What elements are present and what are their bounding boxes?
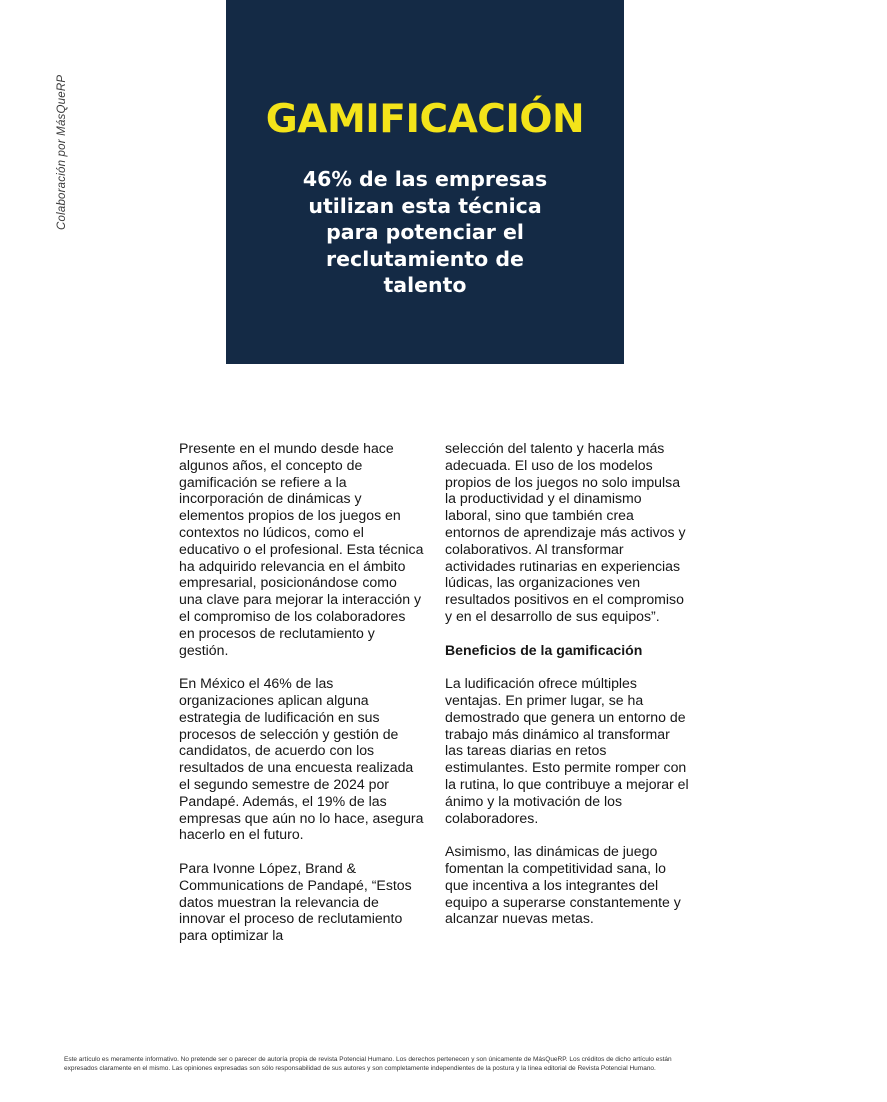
article-paragraph: En México el 46% de las organizaciones aplican alguna estrategia de ludificación en sus procesos de selección y gestión de candidatos, de acuerdo con los resultados de una encuesta realizada el segundo semestre de 2024 por Pandapé. Además, el 19% de las empresas que aún no lo hace, asegura hacerlo en el futuro. (179, 675, 424, 843)
hero-panel (226, 0, 624, 364)
footer-disclaimer (64, 1055, 764, 1073)
article-right-column (445, 440, 690, 944)
hero-title: GAMIFICACIÓN (265, 97, 585, 142)
side-credit: Colaboración por MásQueRP (56, 74, 68, 230)
article-paragraph: La ludificación ofrece múltiples ventajas. En primer lugar, se ha demostrado que genera un entorno de trabajo más dinámico al transformar las tareas diarias en retos estimulantes. Esto permite romper con la rutina, lo que contribuye a mejorar el ánimo y la motivación de los colaboradores. (445, 675, 689, 826)
disclaimer-line: Este artículo es meramente informativo. No pretende ser o parecer de autoría propia de revista Potencial Humano. Los derechos pertenecen y son únicamente de MásQueRP. Los créditos de dicho artículo están (64, 1056, 672, 1063)
article-left-column (179, 440, 424, 961)
hero-subtitle: 46% de las empresas utilizan esta técnica para potenciar el reclutamiento de talento (302, 167, 548, 297)
article-paragraph: Para Ivonne López, Brand & Communications de Pandapé, “Estos datos muestran la relevancia de innovar el proceso de reclutamiento para optimizar la (179, 859, 412, 944)
article-paragraph: Presente en el mundo desde hace algunos años, el concepto de gamificación se refiere a la incorporación de dinámicas y elementos propios de los juegos en contextos no lúdicos, como el educativo o el profesional. Esta técnica ha adquirido relevancia en el ámbito empresarial, posicionándose como una clave para mejorar la interacción y el compromiso de los colaboradores en procesos de reclutamiento y gestión. (179, 440, 424, 658)
disclaimer-line: expresados claramente en el mismo. Las opiniones expresadas son sólo responsabilidad de sus autores y son completamente independientes de la postura y la línea editorial de Revista Potencial Humano. (64, 1065, 656, 1072)
article-paragraph: selección del talento y hacerla más adecuada. El uso de los modelos propios de los juegos no solo impulsa la productividad y el dinamismo laboral, sino que también crea entornos de aprendizaje más activos y colaborativos. Al transformar actividades rutinarias en experiencias lúdicas, las organizaciones ven resultados positivos en el compromiso y en el desarrollo de sus equipos”. (445, 440, 686, 624)
article-paragraph: Asimismo, las dinámicas de juego fomentan la competitividad sana, lo que incentiva a los integrantes del equipo a superarse constantemente y alcanzar nuevas metas. (445, 843, 681, 927)
section-heading: Beneficios de la gamificación (445, 641, 643, 658)
